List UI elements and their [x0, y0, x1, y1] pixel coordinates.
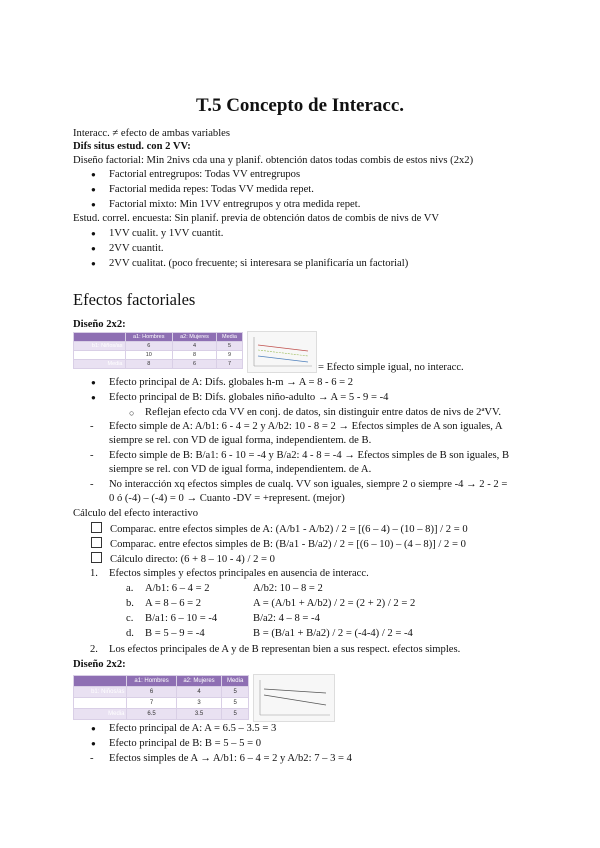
table-cell: 6: [127, 687, 176, 698]
list-letter: b.: [126, 598, 134, 609]
table-cell: 10: [125, 351, 173, 360]
sub-bullet-item: ○ Reflejan efecto cda VV en conj. de datos, sin distinguir entre datos de nivs de 2ªVV.: [145, 406, 501, 420]
table-header-cell: a1: Hombres: [127, 676, 176, 687]
lettered-item: [126, 612, 218, 626]
table-header-cell: Media: [216, 333, 242, 342]
graph-series-line: [258, 356, 308, 362]
intro-line-3: Diseño factorial: Min 2nivs cda una y planif. obtención datos todas combis de estos nivs (2x2): [73, 155, 474, 166]
bullet-item: ● 1VV cualit. y 1VV cuantit.: [109, 227, 223, 241]
table-row-label: b2: Adultos/as: [74, 351, 126, 360]
dash-item: - Efectos simples de A → A/b1: 6 – 4 = 2 y A/b2: 7 – 3 = 4: [109, 752, 352, 766]
lettered-item: [126, 627, 205, 641]
table-row-label: Media: [74, 360, 126, 369]
bullet-item: ● 2VV cualitat. (poco frecuente; si interesara se planificaría un factorial): [109, 257, 408, 271]
table-cell: 5: [222, 698, 249, 709]
dash-item: - Efecto simple de A: A/b1: 6 - 4 = 2 y A/b2: 10 - 8 = 2 → Efectos simples de A son iguales, A: [109, 420, 503, 434]
diseno-label-1: Diseño 2x2:: [73, 319, 126, 330]
interaction-graph-1: [247, 331, 317, 373]
lettered-item-text: B = 5 – 9 = -4: [145, 628, 205, 639]
table-cell: 8: [125, 360, 173, 369]
table-header-cell: a1: Hombres: [125, 333, 173, 342]
numbered-item: [90, 567, 369, 581]
numbered-item: [90, 643, 461, 657]
dash-item-cont: siempre se rel. con VD de igual forma, independientem. de A.: [109, 464, 372, 475]
table-header-cell: Media: [222, 676, 249, 687]
table-cell: 4: [176, 687, 222, 698]
table-header-cell: a2: Mujeres: [176, 676, 222, 687]
lettered-item-text: B/a1: 6 – 10 = -4: [145, 613, 218, 624]
checkbox[interactable]: [91, 552, 102, 563]
bullet-item: ● 2VV cuantit.: [109, 242, 164, 256]
graph-series-line: [264, 695, 326, 705]
table-cell: 3: [176, 698, 222, 709]
table-cell: 6: [125, 342, 173, 351]
list-number: 2.: [90, 644, 98, 655]
numbered-item-text: Los efectos principales de A y de B representan bien a sus respect. efectos simples.: [109, 644, 461, 655]
graph-series-line: [264, 689, 326, 693]
intro-line-4: Estud. correl. encuesta: Sin planif. previa de obtención datos de combis de nivs de VV: [73, 213, 440, 224]
table-cell: 6: [173, 360, 217, 369]
lettered-item-right: B/a2: 4 – 8 = -4: [253, 613, 320, 624]
table-cell: 5: [222, 687, 249, 698]
table-cell: 3.5: [176, 709, 222, 720]
table-cell: 7: [216, 360, 242, 369]
table-cell: 5: [216, 342, 242, 351]
calc-heading: Cálculo del efecto interactivo: [73, 508, 199, 519]
table-header-cell: [74, 333, 126, 342]
bullet-item: ● Efecto principal de B: Difs. globales niño-adulto → A = 5 - 9 = -4: [109, 391, 388, 405]
lettered-item-text: A/b1: 6 – 4 = 2: [145, 583, 210, 594]
table-cell: 6.5: [127, 709, 176, 720]
table-header-cell: [74, 676, 127, 687]
data-table-2: [73, 675, 249, 720]
table-row-label: b1: Niños/as: [74, 687, 127, 698]
bullet-item: ● Efecto principal de A: A = 6.5 – 3.5 = 3: [109, 722, 276, 736]
checkbox-label: Comparac. entre efectos simples de B: (B/a1 - B/a2) / 2 = [(6 – 10) – (4 – 8)] / 2 = 0: [110, 539, 466, 550]
bullet-item: ● Factorial mixto: Min 1VV entregrupos y otra medida repet.: [109, 198, 360, 212]
lettered-item-right: A/b2: 10 – 8 = 2: [253, 583, 323, 594]
lettered-item-right: B = (B/a1 + B/a2) / 2 = (-4-4) / 2 = -4: [253, 628, 413, 639]
table-row-label: b1: Niños/as: [74, 342, 126, 351]
bullet-item: ● Factorial entregrupos: Todas VV entregrupos: [109, 168, 300, 182]
numbered-item-text: Efectos simples y efectos principales en ausencia de interacc.: [109, 568, 369, 579]
page-title: T.5 Concepto de Interacc.: [195, 95, 405, 116]
checkbox-label: Comparac. entre efectos simples de A: (A/b1 - A/b2) / 2 = [(6 – 4) – (10 – 8)] / 2 = 0: [110, 524, 468, 535]
dash-item: - No interacción xq efectos simples de cualq. VV son iguales, siempre 2 o siempre -4 → 2 - 2 =: [109, 478, 507, 492]
bullet-item: ● Efecto principal de A: Difs. globales h-m → A = 8 - 6 = 2: [109, 376, 353, 390]
graph-series-line: [258, 350, 308, 356]
lettered-item-text: A = 8 – 6 = 2: [145, 598, 202, 609]
graph-caption: = Efecto simple igual, no interacc.: [318, 362, 464, 373]
list-letter: d.: [126, 628, 134, 639]
diseno-label-2: Diseño 2x2:: [73, 659, 126, 670]
graph-series-line: [258, 345, 308, 351]
dash-item-cont: siempre se rel. con VD de igual forma, independientem. de B.: [109, 435, 372, 446]
checkbox-item: [91, 537, 466, 552]
table-row-label: b2: Adultos/as: [74, 698, 127, 709]
data-table-1: [73, 332, 243, 369]
checkbox-label: Cálculo directo: (6 + 8 – 10 - 4) / 2 = 0: [110, 554, 275, 565]
dash-item: - Efecto simple de B: B/a1: 6 - 10 = -4 y B/a2: 4 - 8 = -4 → Efectos simples de B son iguales, B: [109, 449, 509, 463]
lettered-item: [126, 582, 210, 596]
interaction-graph-2: [253, 674, 335, 722]
table-cell: 5: [222, 709, 249, 720]
table-cell: 4: [173, 342, 217, 351]
bullet-item: ● Efecto principal de B: B = 5 – 5 = 0: [109, 737, 261, 751]
dash-item-cont: 0 ó (-4) – (-4) = 0 → Cuanto -DV = +represent. (mejor): [109, 493, 345, 504]
table-header-cell: a2: Mujeres: [173, 333, 217, 342]
checkbox[interactable]: [91, 537, 102, 548]
table-cell: 7: [127, 698, 176, 709]
table-cell: 9: [216, 351, 242, 360]
list-letter: c.: [126, 613, 134, 624]
intro-line-1: Interacc. ≠ efecto de ambas variables: [73, 128, 230, 139]
checkbox-item: [91, 552, 275, 567]
checkbox-item: [91, 522, 468, 537]
intro-heading: Difs situs estud. con 2 VV:: [73, 141, 191, 152]
list-letter: a.: [126, 583, 134, 594]
table-cell: 8: [173, 351, 217, 360]
lettered-item: [126, 597, 202, 611]
bullet-item: ● Factorial medida repes: Todas VV medida repet.: [109, 183, 314, 197]
list-number: 1.: [90, 568, 98, 579]
section-heading: Efectos factoriales: [73, 290, 196, 309]
lettered-item-right: A = (A/b1 + A/b2) / 2 = (2 + 2) / 2 = 2: [253, 598, 416, 609]
checkbox[interactable]: [91, 522, 102, 533]
table-row-label: Media: [74, 709, 127, 720]
